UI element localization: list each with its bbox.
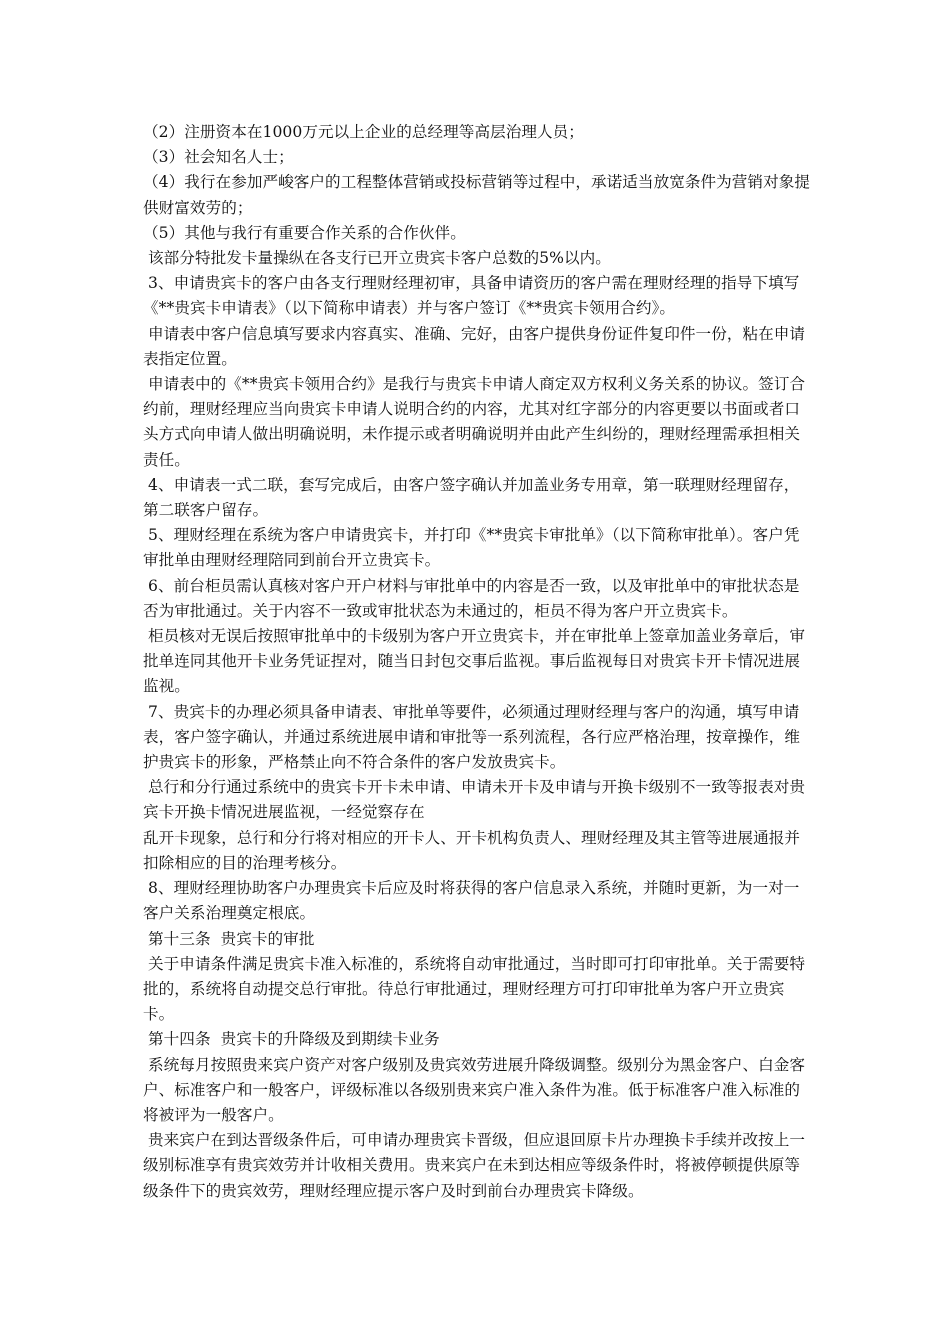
paragraph: 7、贵宾卡的办理必须具备申请表、审批单等要件，必须通过理财经理与客户的沟通，填写申请表，客户签字确认，并通过系统进展申请和审批等一系列流程，各行应严格治理，按章操作，维护贵宾卡的形象，严格禁止向不符合条件的客户发放贵宾卡。	[143, 702, 801, 772]
paragraph: 4、申请表一式二联，套写完成后，由客户签字确认并加盖业务专用章，第一联理财经理留存，第二联客户留存。	[143, 475, 800, 520]
paragraph: 5、理财经理在系统为客户申请贵宾卡，并打印《**贵宾卡审批单》（以下简称审批单）。客户凭审批单由理财经理陪同到前台开立贵宾卡。	[143, 526, 800, 570]
paragraph: 系统每月按照贵来宾户资产对客户级别及贵宾效劳进展升降级调整。级别分为黑金客户、白金客户、标准客户和一般客户，评级标准以各级别贵来宾户准入条件为准。低于标准客户准入标准的将被评为一般客户。	[143, 1055, 806, 1124]
paragraph: 6、前台柜员需认真核对客户开户材料与审批单中的内容是否一致，以及审批单中的审批状态是否为审批通过。关于内容不一致或审批状态为未通过的，柜员不得为客户开立贵宾卡。	[143, 576, 800, 620]
paragraph: 3、申请贵宾卡的客户由各支行理财经理初审，具备申请资历的客户需在理财经理的指导下填写《**贵宾卡申请表》（以下简称申请表）并与客户签订《**贵宾卡领用合约》。	[143, 274, 800, 318]
paragraph: （3）社会知名人士；	[143, 148, 294, 167]
paragraph: 申请表中客户信息填写要求内容真实、准确、完好，由客户提供身份证件复印件一份，粘在申请表指定位置。	[143, 324, 806, 368]
paragraph: （4）我行在参加严峻客户的工程整体营销或投标营销等过程中，承诺适当放宽条件为营销对象提供财富效劳的；	[143, 173, 811, 217]
document-page	[143, 120, 815, 1204]
paragraph: 申请表中的《**贵宾卡领用合约》是我行与贵宾卡申请人商定双方权利义务关系的协议。签订合约前，理财经理应当向贵宾卡申请人说明合约的内容，尤其对红字部分的内容更要以书面或者口头方式向申请人做出明确说明，未作提示或者明确说明并由此产生纠纷的，理财经理需承担相关责任。	[143, 375, 806, 469]
section-heading: 第十四条 贵宾卡的升降级及到期续卡业务	[143, 1030, 440, 1049]
paragraph: （2）注册资本在1000万元以上企业的总经理等高层治理人员；	[143, 123, 584, 141]
paragraph: 乱开卡现象，总行和分行将对相应的开卡人、开卡机构负责人、理财经理及其主管等进展通报并扣除相应的目的治理考核分。	[143, 828, 801, 872]
paragraph: 柜员核对无误后按照审批单中的卡级别为客户开立贵宾卡，并在审批单上签章加盖业务章后，审批单连同其他开卡业务凭证捏对，随当日封包交事后监视。事后监视每日对贵宾卡开卡情况进展监视。	[143, 627, 806, 696]
paragraph: （5）其他与我行有重要合作关系的合作伙伴。	[143, 223, 466, 242]
paragraph: 8、理财经理协助客户办理贵宾卡后应及时将获得的客户信息录入系统，并随时更新，为一对一客户关系治理奠定根底。	[143, 879, 800, 923]
paragraph: 该部分特批发卡量操纵在各支行已开立贵宾卡客户总数的5%以内。	[143, 249, 611, 268]
paragraph: 总行和分行通过系统中的贵宾卡开卡未申请、申请未开卡及申请与开换卡级别不一致等报表对贵宾卡开换卡情况进展监视，一经觉察存在	[143, 778, 806, 822]
paragraph: 关于申请条件满足贵宾卡准入标准的，系统将自动审批通过，当时即可打印审批单。关于需要特批的，系统将自动提交总行审批。待总行审批通过，理财经理方可打印审批单为客户开立贵宾卡。	[143, 954, 806, 1024]
paragraph: 贵来宾户在到达晋级条件后，可申请办理贵宾卡晋级，但应退回原卡片办理换卡手续并改按上一级别标准享有贵宾效劳并计收相关费用。贵来宾户在未到达相应等级条件时，将被停顿提供原等级条件下的贵宾效劳，理财经理应提示客户及时到前台办理贵宾卡降级。	[143, 1131, 806, 1200]
section-heading: 第十三条 贵宾卡的审批	[143, 929, 315, 948]
